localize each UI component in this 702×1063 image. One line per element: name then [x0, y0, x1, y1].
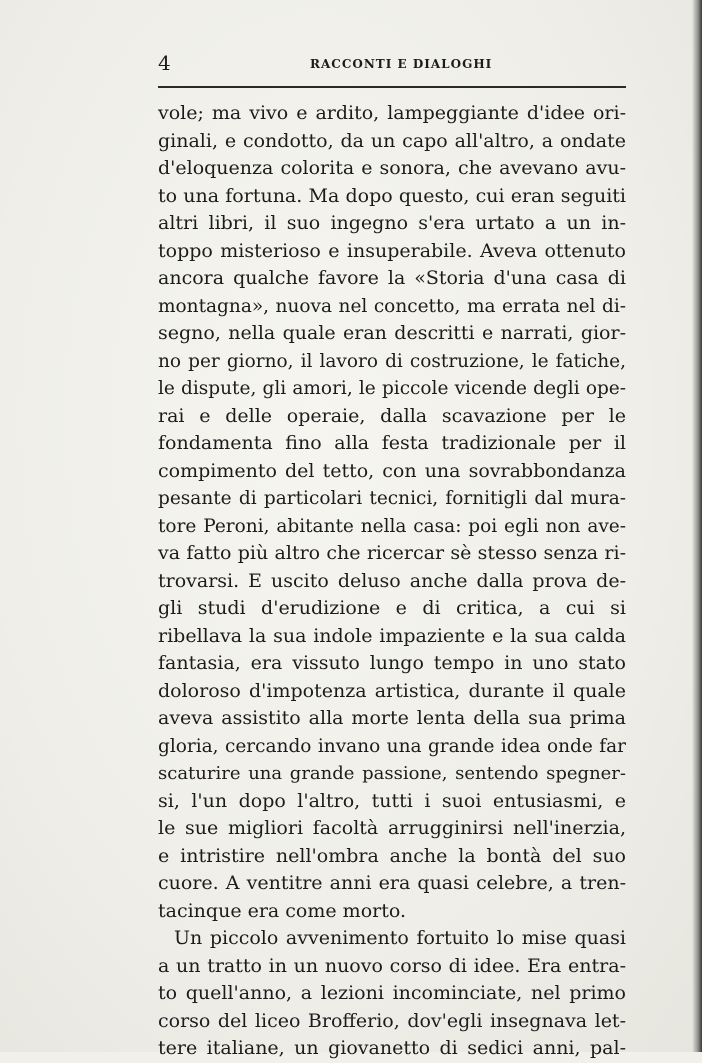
- text-line: tere italiane, un giovanetto di sedici anni, pal-: [158, 1037, 626, 1059]
- text-line: fondamenta fino alla festa tradizionale per il: [158, 432, 626, 454]
- text-line: corso del liceo Brofferio, dov'egli insegnava let-: [158, 1009, 626, 1032]
- text-line: le dispute, gli amori, le piccole vicende degli ope-: [158, 378, 626, 399]
- paragraph-end-line: tacinque era come morto.: [158, 899, 406, 922]
- body-text: [158, 100, 626, 1063]
- text-line: pesante di particolari tecnici, fornitigli dal mura-: [158, 488, 626, 509]
- text-line: ribellava la sua indole impaziente e la sua calda: [158, 624, 626, 647]
- page-binding-edge: [692, 0, 702, 1052]
- text-line: si, l'un dopo l'altro, tutti i suoi entusiasmi, e: [158, 789, 626, 812]
- text-line: ginali, e condotto, da un capo all'altro, a ondate: [158, 129, 626, 152]
- text-line: scaturire una grande passione, sentendo spegner-: [158, 763, 626, 784]
- header-rule: [158, 86, 626, 88]
- text-line: segno, nella quale eran descritti e narrati, gior-: [158, 322, 626, 344]
- text-line: d'eloquenza colorita e sonora, che avevano avu-: [158, 157, 626, 179]
- text-line: a un tratto in un nuovo corso di idee. Era entra-: [158, 954, 626, 977]
- text-line: toppo misterioso e insuperabile. Aveva ottenuto: [158, 239, 626, 262]
- text-line: ancora qualche favore la «Storia d'una casa di: [158, 267, 626, 289]
- text-line: fantasia, era vissuto lungo tempo in uno stato: [158, 652, 626, 674]
- text-line: e intristire nell'ombra anche la bontà del suo: [158, 844, 626, 867]
- text-line: cuore. A ventitre anni era quasi celebre, a tren-: [158, 872, 626, 894]
- text-line: le sue migliori facoltà arrugginirsi nell'inerzia,: [158, 817, 626, 839]
- text-line: gli studi d'erudizione e di critica, a cui si: [158, 597, 626, 619]
- text-line: altri libri, il suo ingegno s'era urtato a un in-: [158, 212, 626, 234]
- text-line: to quell'anno, a lezioni incominciate, nel primo: [158, 982, 626, 1004]
- text-line: tore Peroni, abitante nella casa: poi egli non ave-: [158, 515, 626, 537]
- text-line: rai e delle operaie, dalla scavazione per le: [158, 404, 626, 427]
- text-line: to una fortuna. Ma dopo questo, cui eran seguiti: [158, 184, 626, 207]
- text-line: aveva assistito alla morte lenta della sua prima: [158, 707, 626, 729]
- page-number: 4: [158, 51, 171, 75]
- page-header: [158, 52, 628, 76]
- running-title: RACCONTI E DIALOGHI: [310, 57, 493, 71]
- paragraph-start-line: Un piccolo avvenimento fortuito lo mise quasi: [174, 927, 626, 949]
- text-line: no per giorno, il lavoro di costruzione, le fatiche,: [158, 350, 626, 372]
- text-line: vole; ma vivo e ardito, lampeggiante d'idee ori-: [158, 102, 626, 124]
- text-line: montagna», nuova nel concetto, ma errata nel di-: [158, 295, 626, 317]
- text-line: doloroso d'impotenza artistica, durante il quale: [158, 679, 626, 702]
- text-line: va fatto più altro che ricercar sè stesso senza ri-: [158, 542, 626, 564]
- text-line: trovarsi. E uscito deluso anche dalla prova de-: [158, 569, 626, 592]
- text-line: gloria, cercando invano una grande idea onde far: [158, 735, 626, 757]
- text-line: compimento del tetto, con una sovrabbondanza: [158, 459, 626, 482]
